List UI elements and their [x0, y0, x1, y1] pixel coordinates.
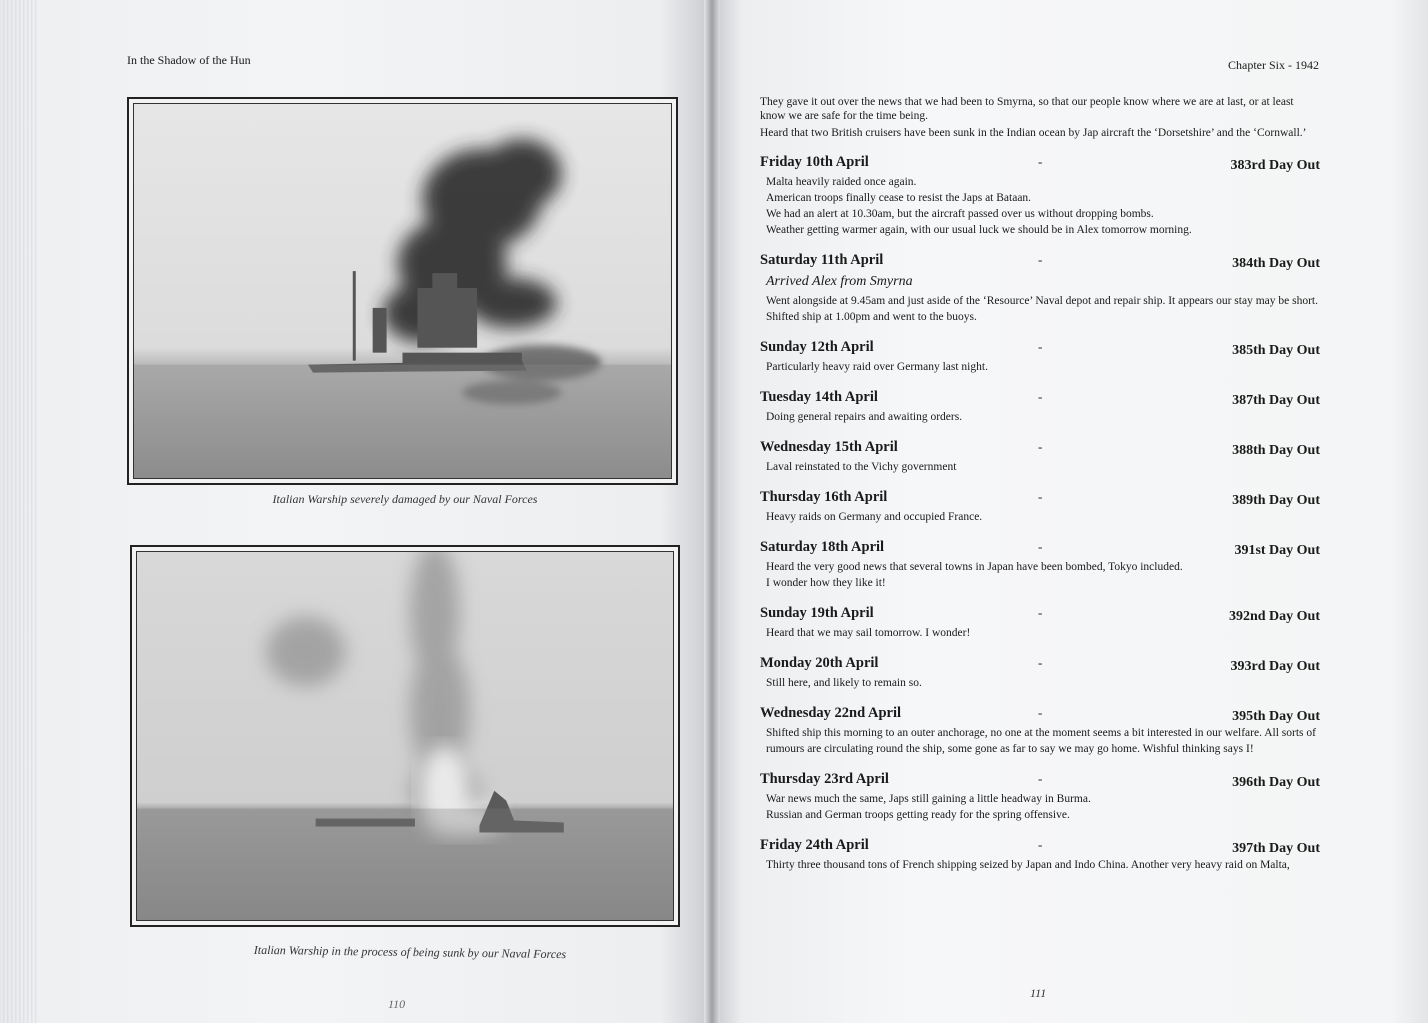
entry-date: Sunday 19th April — [760, 605, 874, 621]
photo-sinking-warship — [130, 545, 680, 927]
entry-separator: - — [1038, 252, 1043, 267]
entry-line: Heavy raids on Germany and occupied France. — [766, 511, 983, 523]
diary-entry — [760, 537, 1320, 591]
entry-line: Shifted ship at 1.00pm and went to the buoys. — [766, 311, 977, 323]
diary-entry — [760, 337, 1320, 375]
entry-separator: - — [1038, 389, 1043, 404]
entry-line: War news much the same, Japs still gaining a little headway in Burma. — [766, 793, 1091, 805]
entry-line: Heard that we may sail tomorrow. I wonder! — [766, 627, 971, 639]
entry-header — [760, 387, 1320, 409]
day-count: 388th Day Out — [1232, 443, 1320, 458]
day-count: 385th Day Out — [1232, 343, 1320, 358]
diary-entry — [760, 603, 1320, 641]
diary-entry — [760, 769, 1320, 823]
entry-body — [760, 725, 1320, 757]
running-head-left: In the Shadow of the Hun — [127, 53, 251, 67]
diary-entry — [760, 250, 1320, 325]
entry-header — [760, 250, 1320, 272]
entry-header — [760, 337, 1320, 359]
day-count: 391st Day Out — [1234, 543, 1320, 558]
diary-entry — [760, 152, 1320, 238]
day-count: 393rd Day Out — [1230, 659, 1320, 674]
entry-header — [760, 603, 1320, 625]
diary-entry — [760, 387, 1320, 425]
entry-body — [760, 409, 1320, 425]
day-count: 383rd Day Out — [1230, 158, 1320, 173]
intro-paragraph: Heard that two British cruisers have been sunk in the Indian ocean by Jap aircraft the ‘Dorsetshire’ and the ‘Cornwall.’ — [760, 127, 1307, 139]
entry-line: Weather getting warmer again, with our usual luck we should be in Alex tomorrow morning. — [766, 224, 1192, 236]
entry-line: We had an alert at 10.30am, but the aircraft passed over us without dropping bombs. — [766, 208, 1154, 220]
entry-header — [760, 703, 1320, 725]
entry-line: Doing general repairs and awaiting orders. — [766, 411, 963, 423]
entry-line: Particularly heavy raid over Germany last night. — [766, 361, 988, 373]
entry-line: Went alongside at 9.45am and just aside of the ‘Resource’ Naval depot and repair ship. It appears our stay may be short. — [766, 295, 1318, 307]
day-count: 389th Day Out — [1232, 493, 1320, 508]
book-gutter — [704, 0, 720, 1023]
diary-entry — [760, 703, 1320, 757]
entry-header — [760, 437, 1320, 459]
photo-caption-2: Italian Warship in the process of being sunk by our Naval Forces — [253, 942, 567, 962]
photo-caption-1: Italian Warship severely damaged by our Naval Forces — [272, 492, 538, 506]
page-number-left: 110 — [388, 997, 406, 1011]
day-count: 387th Day Out — [1232, 393, 1320, 408]
entry-line: Thirty three thousand tons of French shipping seized by Japan and Indo China. Another very heavy raid on Malta, — [766, 859, 1290, 871]
day-count: 397th Day Out — [1232, 841, 1320, 856]
entry-date: Saturday 18th April — [760, 539, 885, 555]
entry-body — [760, 293, 1320, 325]
diary-entry — [760, 835, 1320, 873]
entry-header — [760, 653, 1320, 675]
entry-line: Heard the very good news that several towns in Japan have been bombed, Tokyo included. — [766, 561, 1183, 573]
page-number-right: 111 — [1030, 986, 1047, 1000]
intro-paragraphs — [760, 95, 1320, 140]
diary-entry — [760, 487, 1320, 525]
photo-damaged-warship — [127, 97, 678, 485]
entry-line: I wonder how they like it! — [766, 577, 886, 589]
entry-separator: - — [1038, 439, 1043, 454]
entry-separator: - — [1038, 339, 1043, 354]
entry-separator: - — [1038, 837, 1043, 852]
diary-entries — [760, 152, 1320, 873]
entry-separator: - — [1038, 489, 1043, 504]
entry-date: Friday 10th April — [760, 154, 869, 170]
entry-header — [760, 769, 1320, 791]
entry-separator: - — [1038, 154, 1043, 169]
diary-text — [760, 95, 1320, 873]
entry-line: Shifted ship this morning to an outer anchorage, no one at the moment seems a bit interested in our welfare. All sorts of rumours are circulating round the ship, some gone as far to say we may go home. Wishful thinking says I! — [766, 727, 1316, 755]
day-count: 392nd Day Out — [1228, 609, 1320, 624]
entry-body — [760, 791, 1320, 823]
entry-date: Monday 20th April — [760, 655, 879, 671]
entry-date: Thursday 16th April — [760, 489, 888, 505]
entry-line: Still here, and likely to remain so. — [766, 677, 922, 689]
entry-body — [760, 625, 1320, 641]
day-count: 384th Day Out — [1232, 256, 1320, 271]
entry-body — [760, 174, 1320, 238]
entry-separator: - — [1038, 771, 1043, 786]
entry-header — [760, 152, 1320, 174]
entry-header — [760, 537, 1320, 559]
entry-line: American troops finally cease to resist the Japs at Bataan. — [766, 192, 1032, 204]
entry-separator: - — [1038, 655, 1043, 670]
entry-body — [760, 359, 1320, 375]
day-count: 396th Day Out — [1232, 775, 1320, 790]
diary-entry — [760, 653, 1320, 691]
entry-separator: - — [1038, 539, 1043, 554]
entry-date: Wednesday 22nd April — [760, 705, 902, 721]
entry-date: Wednesday 15th April — [760, 439, 898, 455]
entry-line: Malta heavily raided once again. — [766, 176, 917, 188]
warship-sinking-image — [137, 552, 673, 920]
entry-date: Friday 24th April — [760, 837, 869, 853]
diary-entry — [760, 437, 1320, 475]
entry-header — [760, 487, 1320, 509]
entry-subheading: Arrived Alex from Smyrna — [766, 274, 913, 289]
entry-date: Thursday 23rd April — [760, 771, 889, 787]
entry-body — [760, 675, 1320, 691]
intro-paragraph: They gave it out over the news that we had been to Smyrna, so that our people know where we are at last, or at least know we are safe for the time being. — [760, 96, 1294, 122]
entry-body — [760, 857, 1320, 873]
entry-body — [760, 559, 1320, 591]
entry-body — [760, 509, 1320, 525]
entry-line: Russian and German troops getting ready for the spring offensive. — [766, 809, 1070, 821]
entry-body — [760, 459, 1320, 475]
warship-smoke-image — [134, 104, 671, 478]
entry-line: Laval reinstated to the Vichy government — [766, 461, 957, 473]
page-edges — [0, 0, 38, 1023]
day-count: 395th Day Out — [1232, 709, 1320, 724]
entry-date: Tuesday 14th April — [760, 389, 878, 405]
entry-separator: - — [1038, 705, 1043, 720]
entry-header — [760, 835, 1320, 857]
entry-date: Saturday 11th April — [760, 252, 884, 268]
entry-separator: - — [1038, 605, 1043, 620]
running-head-right: Chapter Six - 1942 — [1228, 58, 1319, 72]
entry-date: Sunday 12th April — [760, 339, 874, 355]
